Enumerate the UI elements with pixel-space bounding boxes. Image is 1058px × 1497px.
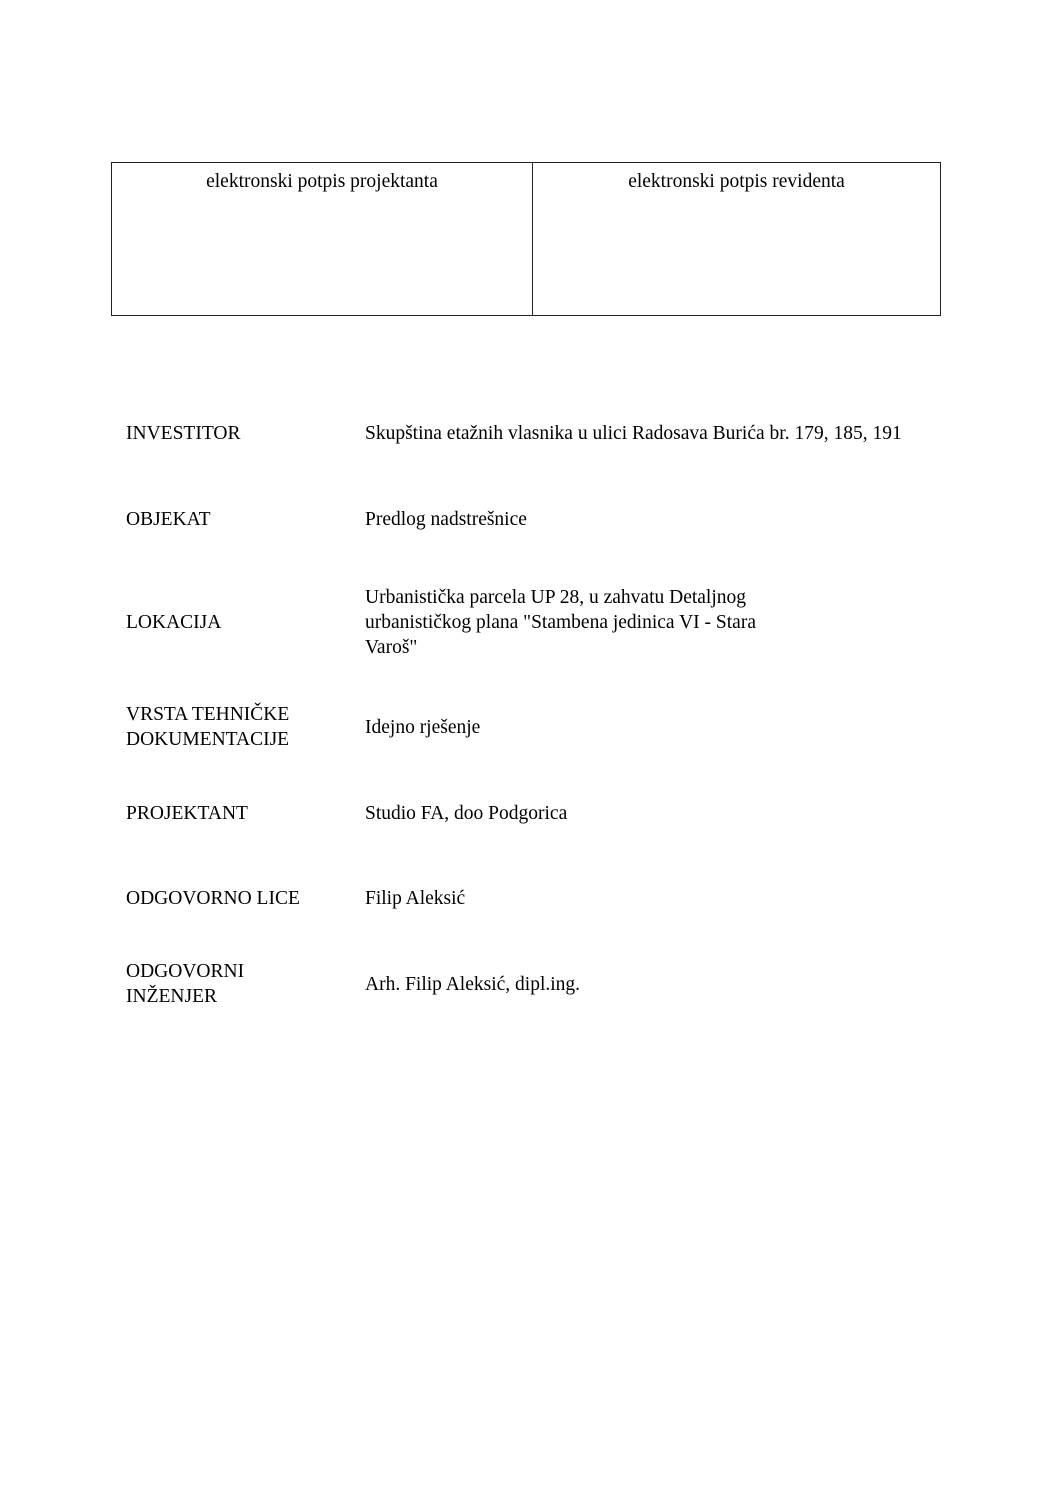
- signature-table: [111, 162, 941, 316]
- info-value: Urbanistička parcela UP 28, u zahvatu Detaljnog urbanističkog plana "Stambena jedinica VI - Stara Varoš": [365, 586, 756, 658]
- info-row-lokacija: [126, 582, 1006, 662]
- info-label: LOKACIJA: [126, 611, 222, 633]
- info-row-odgovorno-lice: [126, 858, 1006, 938]
- info-value: Filip Aleksić: [365, 887, 466, 909]
- info-row-odgovorni-inzenjer: [126, 944, 1006, 1024]
- info-value: Predlog nadstrešnice: [365, 508, 527, 530]
- info-row-vrsta-dokumentacije: [126, 687, 1006, 767]
- info-label: VRSTA TEHNIČKE DOKUMENTACIJE: [126, 704, 290, 750]
- designer-signature-label: elektronski potpis projektanta: [206, 171, 438, 192]
- reviewer-signature-cell: [533, 163, 940, 315]
- info-value: Studio FA, doo Podgorica: [365, 802, 568, 824]
- info-label: ODGOVORNO LICE: [126, 887, 300, 909]
- info-value: Skupština etažnih vlasnika u ulici Radosava Burića br. 179, 185, 191: [365, 422, 902, 444]
- info-label: INVESTITOR: [126, 422, 241, 444]
- info-value: Arh. Filip Aleksić, dipl.ing.: [365, 973, 581, 995]
- designer-signature-cell: [112, 163, 533, 315]
- info-label: ODGOVORNI INŽENJER: [126, 961, 245, 1007]
- info-label: OBJEKAT: [126, 508, 211, 530]
- info-label: PROJEKTANT: [126, 802, 248, 824]
- info-row-investitor: [126, 393, 1006, 473]
- reviewer-signature-label: elektronski potpis revidenta: [628, 171, 845, 192]
- info-value: Idejno rješenje: [365, 716, 481, 738]
- info-row-projektant: [126, 773, 1006, 853]
- info-row-objekat: [126, 479, 1006, 559]
